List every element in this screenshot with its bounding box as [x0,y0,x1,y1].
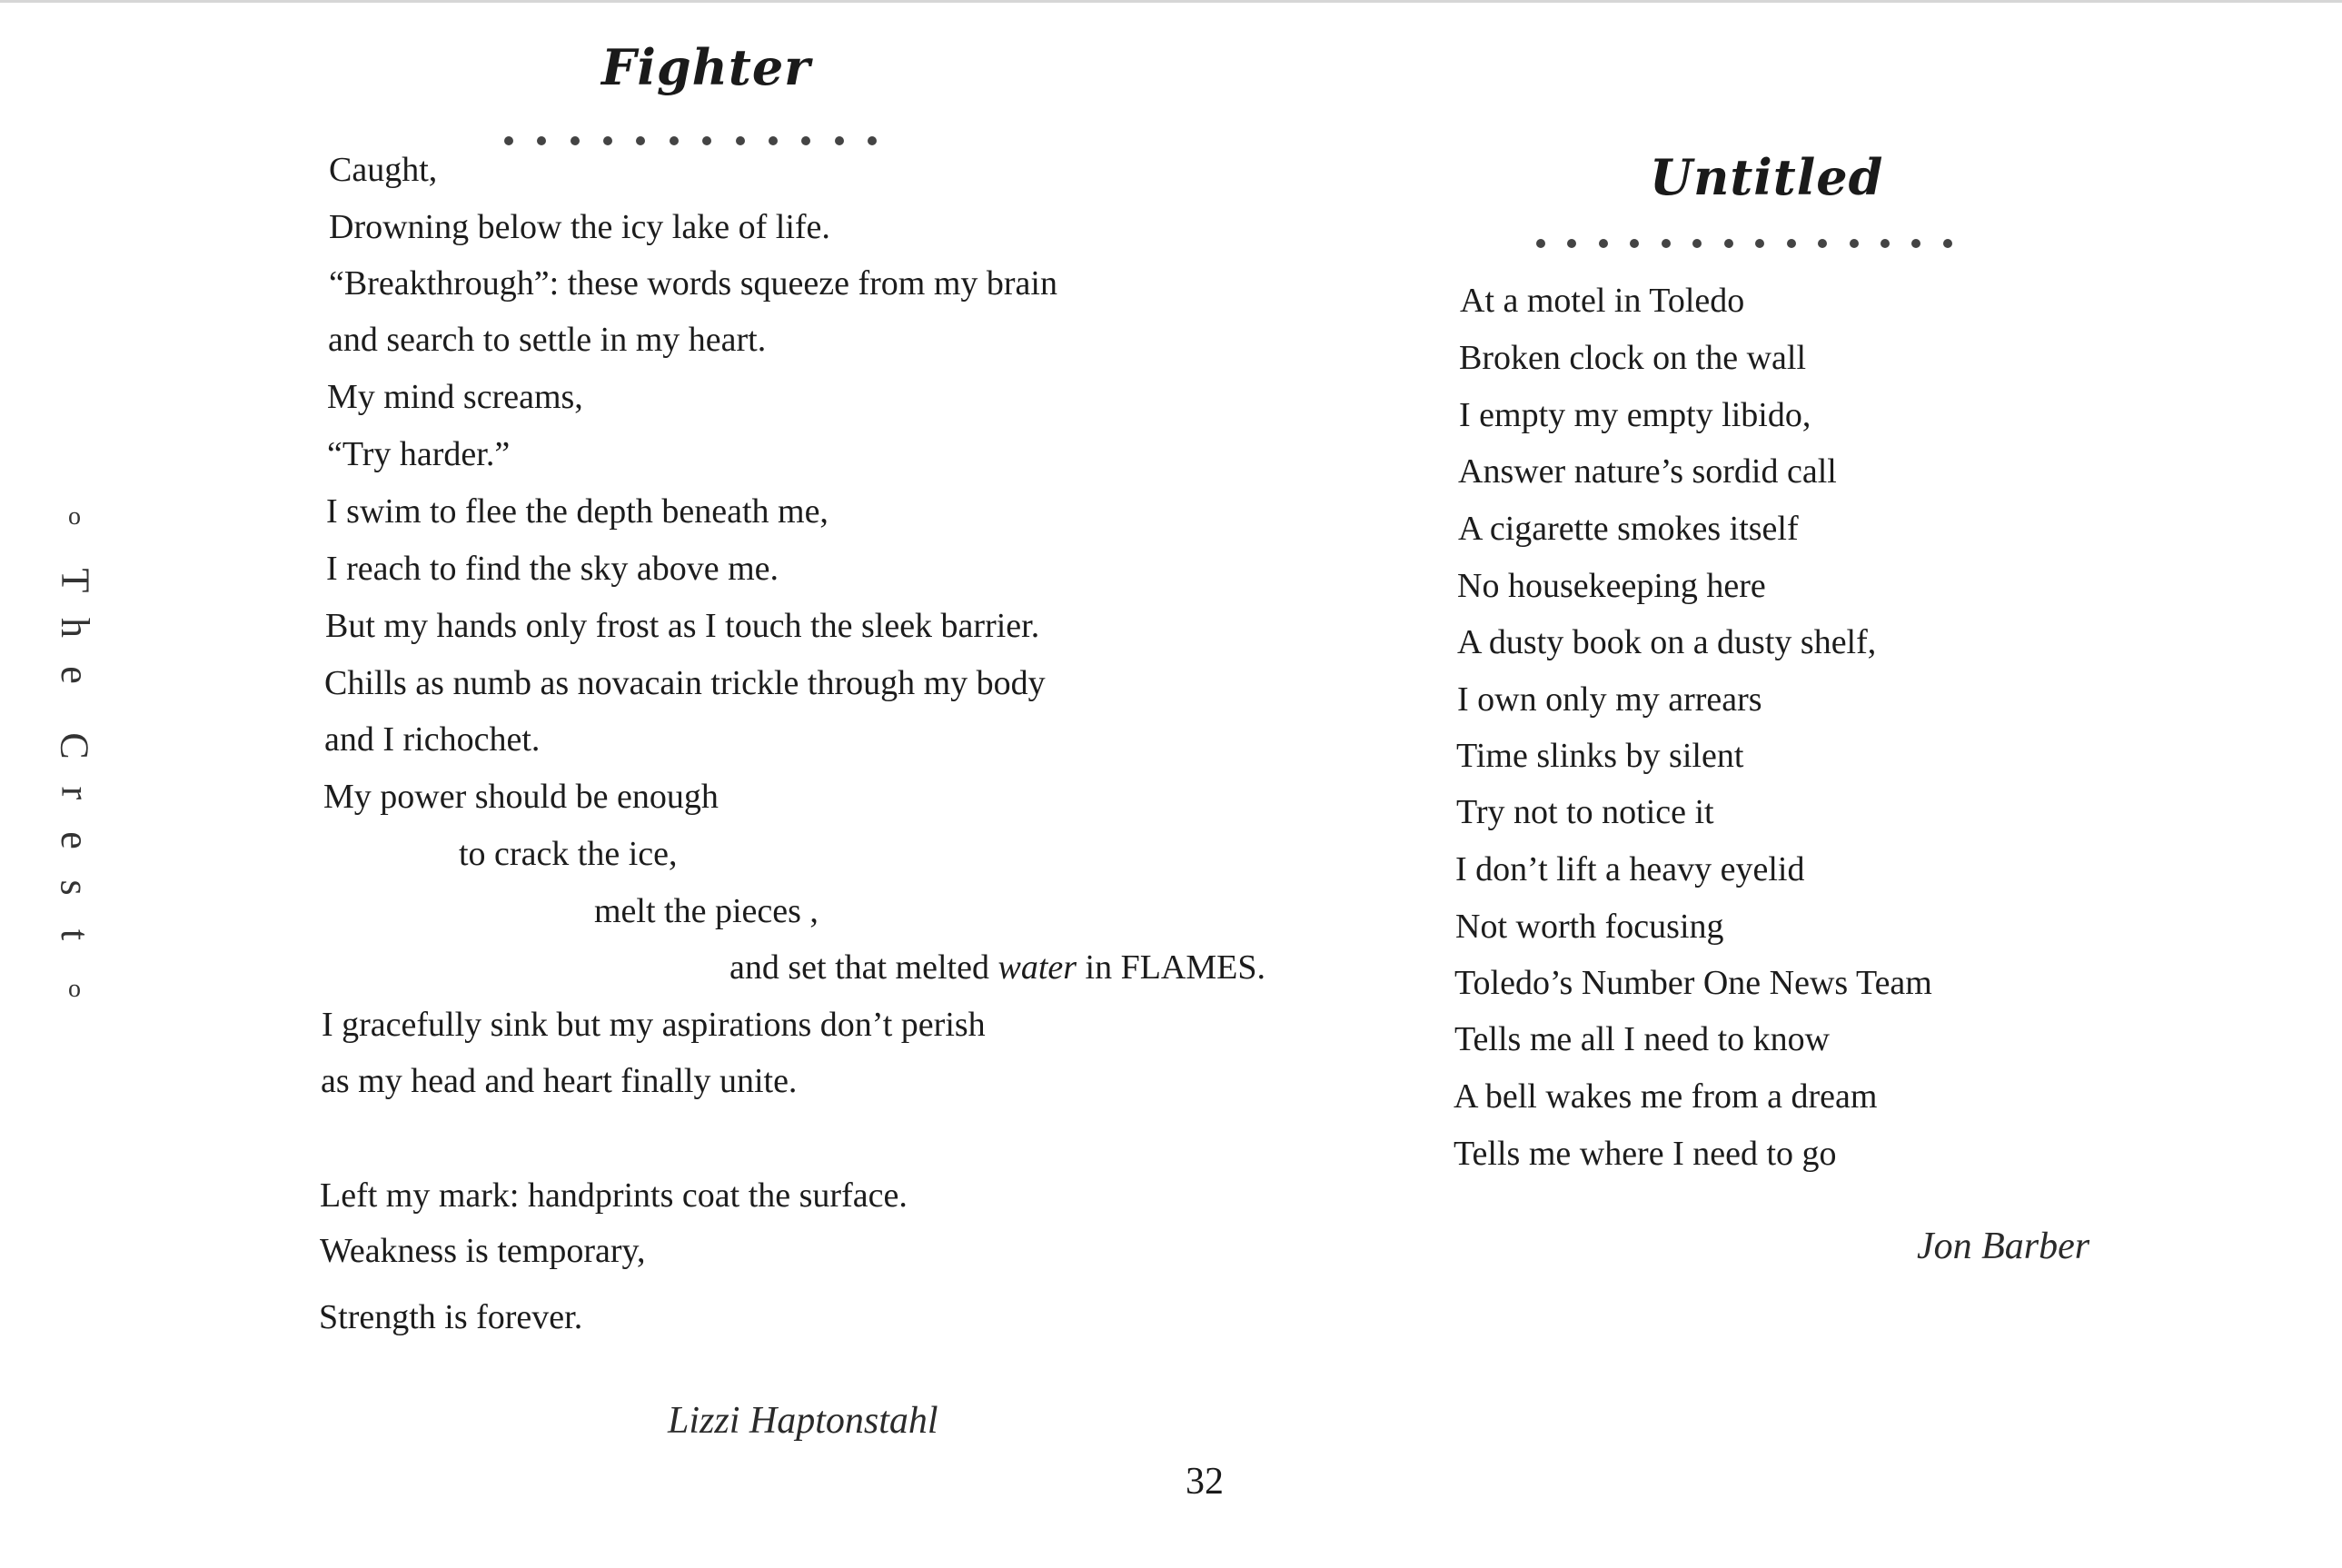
poem-line: But my hands only frost as I touch the sleek barrier. [325,607,1040,645]
left-title-dot-divider [504,136,877,145]
poem-line: and I richochet. [324,720,541,759]
spine-letter: T [52,568,97,593]
divider-dot [1755,239,1764,248]
divider-dot [769,136,778,145]
divider-dot [537,136,546,145]
divider-dot [1850,239,1859,248]
poem-line: to crack the ice, [459,835,678,873]
spine-letter: s [52,879,97,896]
divider-dot [736,136,745,145]
spine-ornament-bottom: o [68,975,81,1003]
poem-line: Left my mark: handprints coat the surface. [320,1176,908,1215]
top-edge-rule [0,0,2342,3]
right-poem-author: Jon Barber [1917,1226,2090,1267]
page-number: 32 [1186,1461,1224,1503]
poem-line: My mind screams, [327,378,583,416]
left-poem-title: Fighter [601,38,811,96]
poem-line: Toledo’s Number One News Team [1454,964,1932,1002]
poem-line: Strength is forever. [319,1298,583,1336]
poem-line: and search to settle in my heart. [328,321,767,359]
divider-dot [603,136,612,145]
left-poem-author: Lizzi Haptonstahl [668,1400,938,1442]
poem-line: Try not to notice it [1456,793,1714,831]
poem-line: Answer nature’s sordid call [1458,452,1837,491]
spine-ornament-top: o [68,502,81,531]
poem-line: Weakness is temporary, [320,1232,646,1270]
divider-dot [702,136,711,145]
spine-title [47,504,102,1002]
divider-dot [1536,239,1545,248]
spine-letter: r [52,786,97,800]
divider-dot [1818,239,1827,248]
poem-line: Time slinks by silent [1456,737,1744,775]
divider-dot [1943,239,1952,248]
divider-dot [1662,239,1671,248]
poem-line-italic-word: water [997,948,1077,987]
poem-line: Drowning below the icy lake of life. [329,208,830,246]
poem-line: A dusty book on a dusty shelf, [1457,623,1877,661]
poem-line: I don’t lift a heavy eyelid [1455,850,1805,888]
poem-line: At a motel in Toledo [1460,282,1745,320]
poem-line: Tells me where I need to go [1454,1135,1837,1173]
divider-dot [636,136,645,145]
spine-letter: h [52,618,97,638]
poem-line: I swim to flee the depth beneath me, [326,492,829,531]
spine-letter: e [52,666,97,684]
spine-letter: e [52,831,97,849]
right-poem-title: Untitled [1650,148,1884,206]
poem-line: I reach to find the sky above me. [326,550,779,588]
right-title-dot-divider [1536,239,1952,248]
poem-line: I gracefully sink but my aspirations don’t perish [322,1006,986,1044]
spine-letter: t [52,928,97,941]
poem-line: as my head and heart finally unite. [321,1062,798,1100]
divider-dot [1787,239,1796,248]
poem-line: Tells me all I need to know [1454,1020,1831,1058]
divider-dot [1911,239,1920,248]
poem-line: I own only my arrears [1457,680,1762,719]
poem-line-part: and set that melted [729,948,998,987]
poem-line: “Breakthrough”: these words squeeze from my brain [329,264,1057,303]
poem-line: I empty my empty libido, [1459,396,1811,434]
poem-line-part: in FLAMES. [1077,948,1266,987]
poem-line: Caught, [329,151,438,189]
poem-line [729,948,1265,987]
divider-dot [868,136,877,145]
poem-line: melt the pieces , [594,892,819,930]
poem-line: Chills as numb as novacain trickle through my body [324,664,1046,702]
poem-line: Broken clock on the wall [1459,339,1807,377]
poem-line: My power should be enough [323,778,719,816]
divider-dot [1567,239,1576,248]
divider-dot [1630,239,1639,248]
divider-dot [670,136,679,145]
poem-line: A cigarette smokes itself [1458,510,1799,548]
divider-dot [1599,239,1608,248]
spine-letters [52,557,97,958]
spine-letter: C [52,732,97,759]
divider-dot [1692,239,1702,248]
divider-dot [571,136,580,145]
poem-line: Not worth focusing [1455,908,1724,946]
poem-line: “Try harder.” [327,435,511,473]
divider-dot [1724,239,1733,248]
poem-line: No housekeeping here [1457,567,1766,605]
poem-line: A bell wakes me from a dream [1454,1077,1878,1116]
divider-dot [504,136,513,145]
divider-dot [835,136,844,145]
divider-dot [801,136,810,145]
divider-dot [1881,239,1890,248]
